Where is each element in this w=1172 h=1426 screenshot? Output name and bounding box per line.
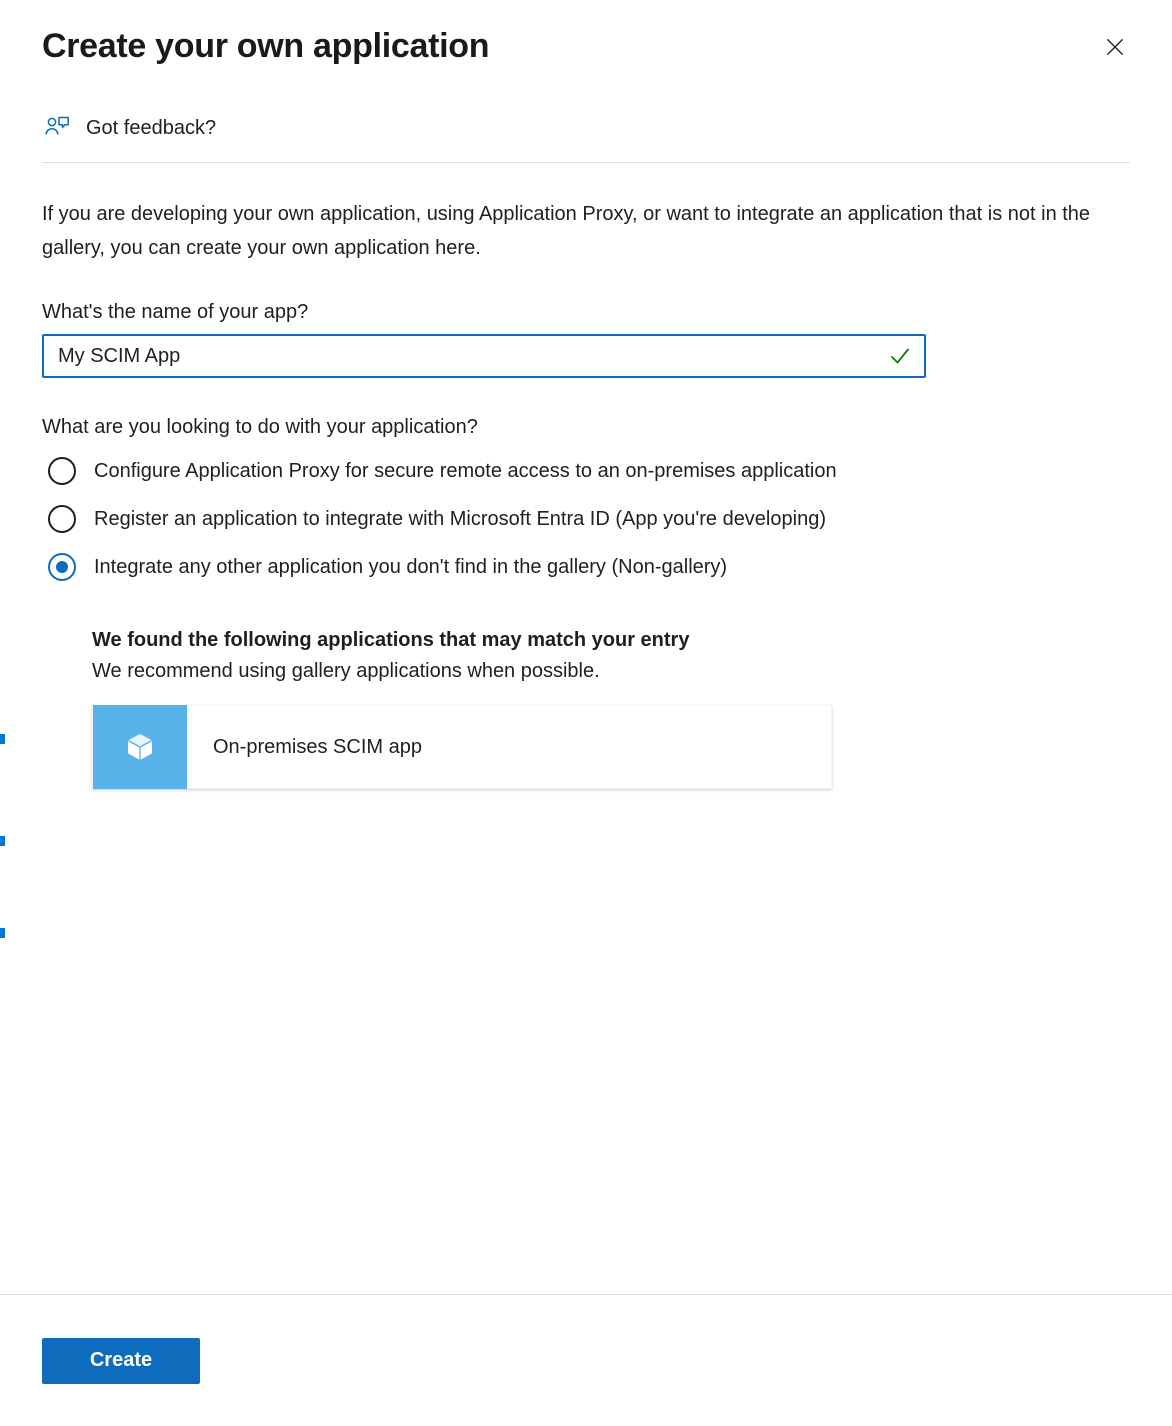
app-name-label: What's the name of your app? [42, 301, 309, 323]
app-name-field[interactable] [42, 334, 926, 378]
dialog-body [0, 163, 1172, 1294]
list-item[interactable] [92, 705, 832, 789]
feedback-link[interactable] [42, 108, 1130, 148]
suggested-app-name: On-premises SCIM app [213, 735, 422, 758]
create-button[interactable]: Create [42, 1338, 200, 1384]
page-title: Create your own application [42, 27, 490, 65]
radio-indicator-selected[interactable] [48, 553, 76, 581]
purpose-radio-group [42, 447, 1130, 591]
radio-option-label: Configure Application Proxy for secure remote access to an on-premises application [94, 459, 837, 482]
background-page-accent-1 [0, 734, 5, 744]
feedback-person-icon [42, 113, 72, 143]
suggested-apps-subtitle: We recommend using gallery applications when possible. [92, 660, 600, 682]
background-page-accent-2 [0, 836, 5, 846]
radio-indicator[interactable] [48, 505, 76, 533]
dialog-footer [0, 1294, 1172, 1426]
background-page-accent-3 [0, 928, 5, 938]
intro-text: If you are developing your own application, using Application Proxy, or want to integrate an application that is not in the gallery, you can create your own application here. [42, 203, 1091, 259]
radio-indicator[interactable] [48, 457, 76, 485]
radio-option-label: Integrate any other application you don't find in the gallery (Non-gallery) [94, 555, 728, 578]
checkmark-icon [888, 344, 912, 368]
radio-option-label: Register an application to integrate with Microsoft Entra ID (App you're developing) [94, 507, 826, 530]
close-icon[interactable] [1098, 30, 1132, 64]
feedback-label: Got feedback? [86, 116, 217, 139]
dialog-header [0, 0, 1172, 68]
purpose-question: What are you looking to do with your application? [42, 416, 478, 438]
radio-option-non-gallery[interactable] [42, 543, 1130, 591]
cube-app-icon [93, 705, 187, 789]
suggested-apps-section [92, 629, 1130, 789]
app-name-input[interactable] [42, 334, 926, 378]
radio-option-register-app[interactable] [42, 495, 1130, 543]
radio-option-app-proxy[interactable] [42, 447, 1130, 495]
suggested-apps-title: We found the following applications that may match your entry [92, 629, 690, 651]
